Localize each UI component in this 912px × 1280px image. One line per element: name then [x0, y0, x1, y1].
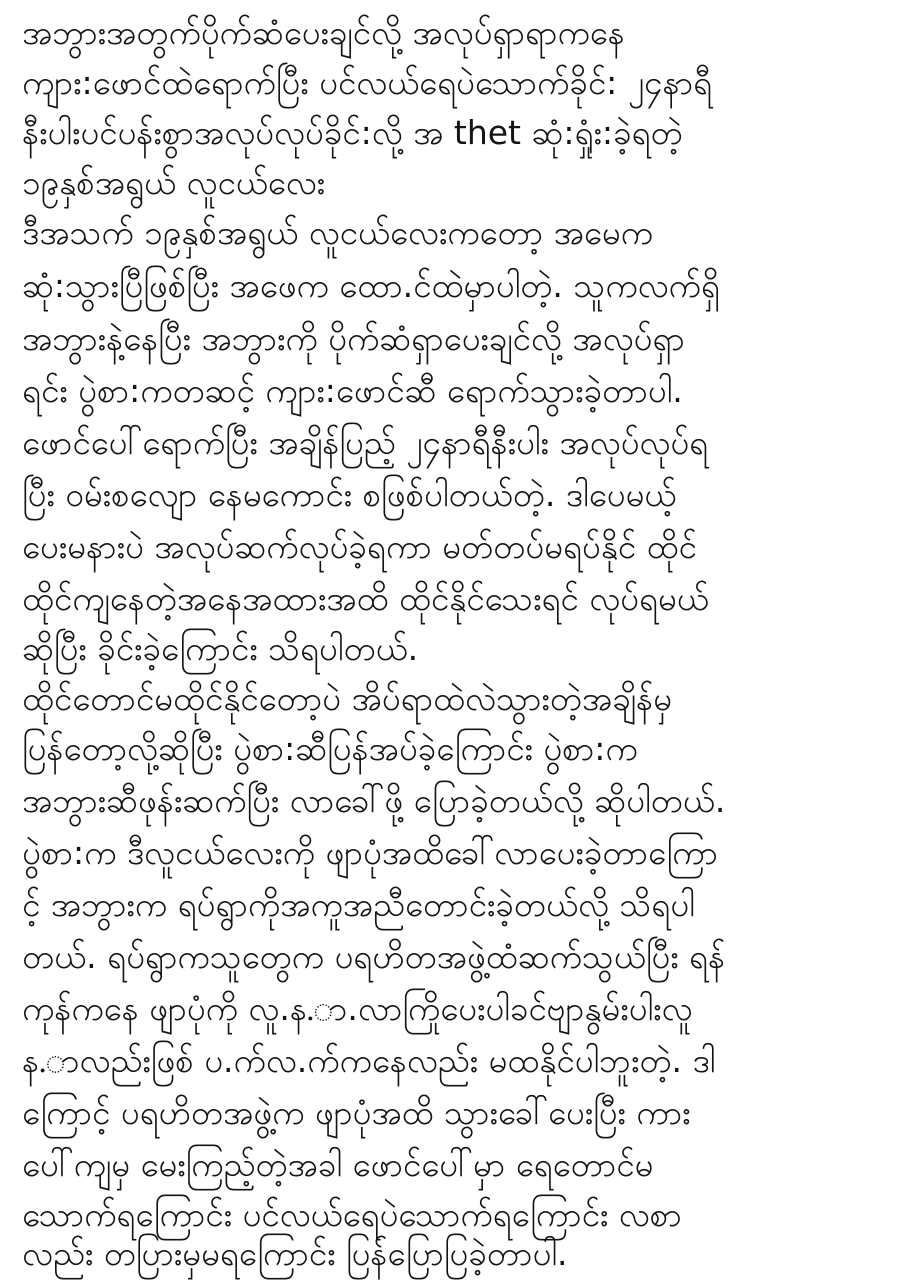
text-line: ကျား:ဖောင်ထဲရောက်ပြီး ပင်လယ်ရေပဲသောက်ခိုင်: ၂၄နာရီ	[22, 63, 713, 102]
text-line: ပြီး ဝမ်းစလျော နေမကောင်း စဖြစ်ပါတယ်တဲ့. ဒါပေမယ့်	[22, 475, 677, 514]
text-line: အဘွားဆီဖုန်းဆက်ပြီး လာခေါ်ဖို့ ပြောခဲ့တယ်လို့ ဆိုပါတယ်.	[22, 781, 726, 820]
text-line: ကြောင့် ပရဟိတအဖွဲ့က ဖျာပုံအထိ သွားခေါ်ပေးပြီး ကား	[22, 1093, 691, 1132]
text-line: န.ာလည်းဖြစ် ပ.က်လ.က်ကနေလည်း မထနိုင်ပါဘူးတဲ့. ဒါ	[22, 1041, 716, 1080]
text-line: ဆိုပြီး ခိုင်းခဲ့ကြောင်း သိရပါတယ်.	[22, 629, 419, 668]
text-line: င့် အဘွားက ရပ်ရွာကိုအကူအညီတောင်းခဲ့တယ်လို့ သိရပါ	[22, 885, 695, 924]
text-line: ကုန်ကနေ ဖျာပုံကို လူ.န.ာ.လာကြိုပေးပါခင်ဗျာနွမ်းပါးလူ	[22, 989, 693, 1028]
text-line: ထိုင်ကျနေတဲ့အနေအထားအထိ ထိုင်နိုင်သေးရင် လုပ်ရမယ်	[22, 579, 709, 618]
text-line: လည်း တပြားမှမရကြောင်း ပြန်ပြောပြခဲ့တာပါ.	[22, 1234, 568, 1273]
text-line: ဒီအသက် ၁၉နှစ်အရွယ် လူငယ်လေးကတော့ အမေက	[22, 213, 653, 252]
text-line: သောက်ရကြောင်း ပင်လယ်ရေပဲသောက်ရကြောင်း လစာ	[22, 1195, 682, 1234]
text-line: ပြန်တော့လို့ဆိုပြီး ပွဲစာ:ဆီပြန်အပ်ခဲ့ကြောင်း ပွဲစာ:က	[22, 729, 638, 768]
text-line: ပေးမနားပဲ အလုပ်ဆက်လုပ်ခဲ့ရကာ မတ်တပ်မရပ်နိုင် ထိုင်	[22, 527, 697, 566]
text-line: ပေါ်ကျမှ မေးကြည့်တဲ့အခါ ဖောင်ပေါ်မှာ ရေတောင်မ	[22, 1145, 654, 1184]
text-line: ဆုံ:သွားပြီဖြစ်ပြီး အဖေက ထော.င်ထဲမှာပါတဲ့. သူကလက်ရှိ	[22, 266, 720, 305]
text-line: အဘွားနဲ့နေပြီး အဘွားကို ပိုက်ဆံရှာပေးချင်လို့ အလုပ်ရှာ	[22, 319, 685, 358]
text-line: ဖောင်ပေါ်ရောက်ပြီး အချိန်ပြည့် ၂၄နာရီနီးပါး အလုပ်လုပ်ရ	[22, 423, 709, 462]
text-line: ၁၉နှစ်အရွယ် လူငယ်လေး	[22, 163, 326, 202]
text-line: ရင်း ပွဲစာ:ကတဆင့် ကျား:ဖောင်ဆီ ရောက်သွားခဲ့တာပါ.	[22, 371, 683, 410]
text-line: နီးပါးပင်ပန်းစွာအလုပ်လုပ်ခိုင်:လို့ အ thet ဆုံ:ရှုံး:ခဲ့ရတဲ့	[22, 113, 683, 152]
text-line: အဘွားအတွက်ပိုက်ဆံပေးချင်လို့ အလုပ်ရှာရာကနေ	[22, 13, 625, 52]
text-line: တယ်. ရပ်ရွာကသူတွေက ပရဟိတအဖွဲ့ထံဆက်သွယ်ပြီး ရန်	[22, 937, 726, 976]
text-line: ထိုင်တောင်မထိုင်နိုင်တော့ပဲ အိပ်ရာထဲလဲသွားတဲ့အချိန်မှ	[22, 679, 672, 718]
text-line: ပွဲစာ:က ဒီလူငယ်လေးကို ဖျာပုံအထိခေါ်လာပေးခဲ့တာကြော	[22, 833, 718, 872]
